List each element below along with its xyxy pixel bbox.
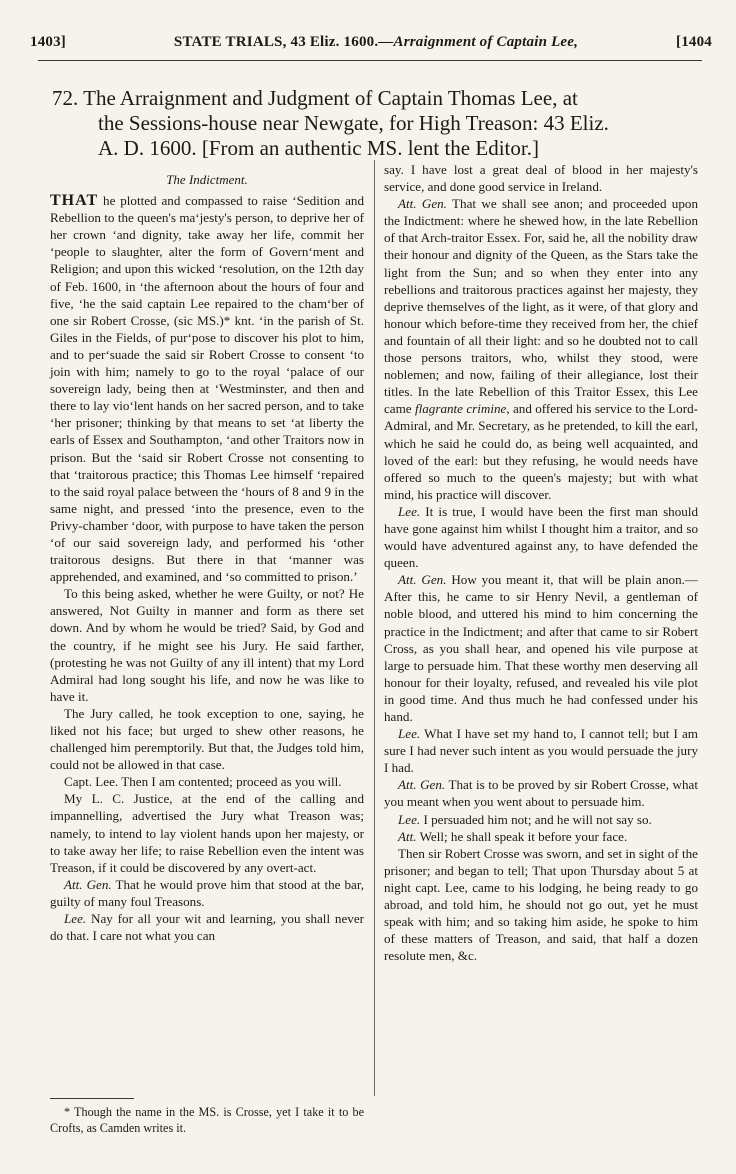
speech-paragraph: Att. Gen. That is to be proved by sir Robert Crosse, what you meant when you went about to persuade him. — [384, 777, 698, 810]
footnote-text: * Though the name in the MS. is Crosse, yet I take it to be Crofts, as Camden writes it. — [50, 1105, 364, 1135]
speech-paragraph: Lee. I persuaded him not; and he will not say so. — [398, 811, 652, 827]
paragraph: My L. C. Justice, at the end of the calling and impannelling, advertised the Jury what Treason was; namely, to intend to lay violent hands upon her majesty, or to take away her life; to raise Rebellion even the intent was Treason, if it could be discovered by any overt-act. — [50, 791, 364, 875]
column-divider — [374, 160, 375, 1096]
speech-paragraph: Att. Gen. How you meant it, that will be plain anon.—After this, he came to sir Henry Nevil, a gentleman of noble blood, and uttered his mind to him concerning the practice in the Indictment; and after that came to sir Robert Cross, as you shall hear, and opened his vile purpose at large to persuade him. That these worthy men deserving all honour for their loyalty, refused, and revealed his vile plot in good time. And thus much he had confessed under his hand. — [384, 572, 698, 724]
speech-paragraph: Lee. Nay for all your wit and learning, you shall never do that. I care not what you can — [50, 911, 364, 944]
speech-paragraph: Lee. What I have set my hand to, I cannot tell; but I am sure I had never such intent as you would persuade the jury I had. — [384, 726, 698, 776]
speaker-label: Lee. — [64, 911, 87, 927]
speaker-label: Capt. Lee. — [64, 774, 119, 790]
running-title — [100, 34, 652, 51]
right-column — [384, 161, 698, 964]
speaker-label: Att. Gen. — [398, 777, 446, 793]
speaker-label: Lee. — [398, 726, 421, 742]
article-title — [52, 86, 692, 161]
running-title-italic: —Arraignment of Captain Lee, — [378, 34, 579, 50]
dropcap-word: THAT — [50, 192, 99, 210]
page-number-right: [1404 — [676, 34, 712, 50]
speaker-label: Att. Gen. — [398, 196, 447, 212]
paragraph: Then sir Robert Crosse was sworn, and set in sight of the prisoner; and began to tell; That upon Thursday about 5 at night capt. Lee, came to his lodging, he being ready to go abroad, and told him, he should not go out, yet he must speak with him; and so taking him aside, he spoke to him of these matters of Treason, and said, that half a dozen resolute men, &c. — [384, 845, 698, 964]
header-rule — [38, 60, 702, 61]
running-title-main: STATE TRIALS, 43 Eliz. 1600. — [173, 34, 379, 50]
title-line-1: 72. The Arraignment and Judgment of Captain Thomas Lee, at — [52, 86, 578, 110]
speaker-label: Lee. — [398, 503, 421, 519]
running-head — [30, 34, 712, 56]
footnote-rule — [50, 1098, 134, 1099]
speech-paragraph: Att. Gen. That we shall see anon; and proceeded upon the Indictment: where he shewed how, in the late Rebellion of that Arch-traitor Essex. For, said he, all the nobility draw their honour and dignity of the Queen, as the Stars take the light from the Sun; and so when they enter into any rebellions and traitorous practices against her majesty, they deprive themselves of the light, as it were, of that glory and honour which before-time they received from her, the chief and fountain of all their light: and so he doubted not to call those persons traitors, who, whilst they stood, were noblemen; and now, failing of their allegiance, lost their titles. In the late Rebellion of this Traitor Essex, this Lee came flagrante crimine, and offered his service to the Lord-Admiral, and Mr. Secretary, as he pretended, to kill the earl, which he said he could do, as being well acquainted, and loved of the earl: but they refusing, he would needs have offered so much to the queen's majesty; but with what mind, his practice will discover. — [384, 196, 698, 502]
title-line-3: A. D. 1600. [From an authentic MS. lent the Editor.] — [98, 136, 539, 160]
footnote — [50, 1104, 364, 1136]
speaker-label: Lee. — [398, 811, 421, 827]
paragraph: say. I have lost a great deal of blood in her majesty's service, and done good service in Ireland. — [384, 162, 698, 195]
latin-phrase: flagrante crimine — [414, 401, 507, 417]
speaker-label: Att. Gen. — [64, 876, 112, 892]
left-column — [50, 171, 364, 944]
title-line-2: the Sessions-house near Newgate, for High Treason: 43 Eliz. — [98, 111, 609, 135]
paragraph: The Jury called, he took exception to one, saying, he liked not his face; but urged to shew other reasons, he challenged him peremptorily. But that, the Judges told him, could not be allowed in that case. — [50, 705, 364, 773]
speaker-label: Att. — [398, 828, 417, 844]
speech-paragraph: Att. Well; he shall speak it before your face. — [398, 828, 628, 844]
page-number-left: 1403] — [30, 34, 66, 50]
speaker-label: Att. Gen. — [398, 572, 447, 588]
speech-paragraph: Lee. It is true, I would have been the first man should have gone against him whilst I thought him a traitor, and so would have adventured against any, to have defended the queen. — [384, 503, 698, 571]
paragraph: To this being asked, whether he were Guilty, or not? He answered, Not Guilty in manner and form as there set down. And by whom he would be tried? Said, by God and the country, if he might see his Jury. He said farther, (protesting he was not Guilty of any ill intent) that my Lord Admiral had long sought his life, and now he was like to have it. — [50, 586, 364, 704]
speech-paragraph: Capt. Lee. Then I am contented; proceed as you will. — [64, 774, 342, 790]
speech-paragraph: Att. Gen. That he would prove him that stood at the bar, guilty of many foul Treasons. — [50, 876, 364, 909]
indictment-text: THAT he plotted and compassed to raise ‘Sedition and Rebellion to the queen's ma‘jesty's person, to deprive her of her crown ‘and dignity, take away her life, commit her ‘people to slaughter, alter the form of Govern‘ment and Religion; and upon this wicked ‘resolution, on the 12th day of Feb. 1600, in ‘the afternoon about the hours of four and five, ‘he the said captain Lee repaired to the cham‘ber of one sir Robert Crosse, (sic MS.)* knt. ‘in the parish of St. Giles in the Fields, of pur‘pose to discover his plot to him, and to per‘suade the said sir Robert Crosse to consent ‘to join with him; namely to go to the royal ‘palace of our sovereign lady, being then at ‘Westminster, and then and there to lay vio‘lent hands on her sacred person, and to take ‘her prisoner; thinking by that means to set ‘at liberty the earls of Essex and Southampton, ‘and other Traitors now in prison. But the ‘said sir Robert Crosse not consenting to that ‘traitorous practice; this Thomas Lee himself ‘repaired to the said royal palace between the ‘hours of 8 and 9 in the same night, and pressed ‘into the presence, even to the Privy-chamber ‘door, with purpose to have taken the person ‘of our said sovereign lady, and performed his ‘other traitorous designs. But there in that ‘manner was apprehended, and examined, and ‘so committed to prison.’ — [50, 192, 365, 585]
indictment-heading: The Indictment. — [166, 172, 248, 187]
